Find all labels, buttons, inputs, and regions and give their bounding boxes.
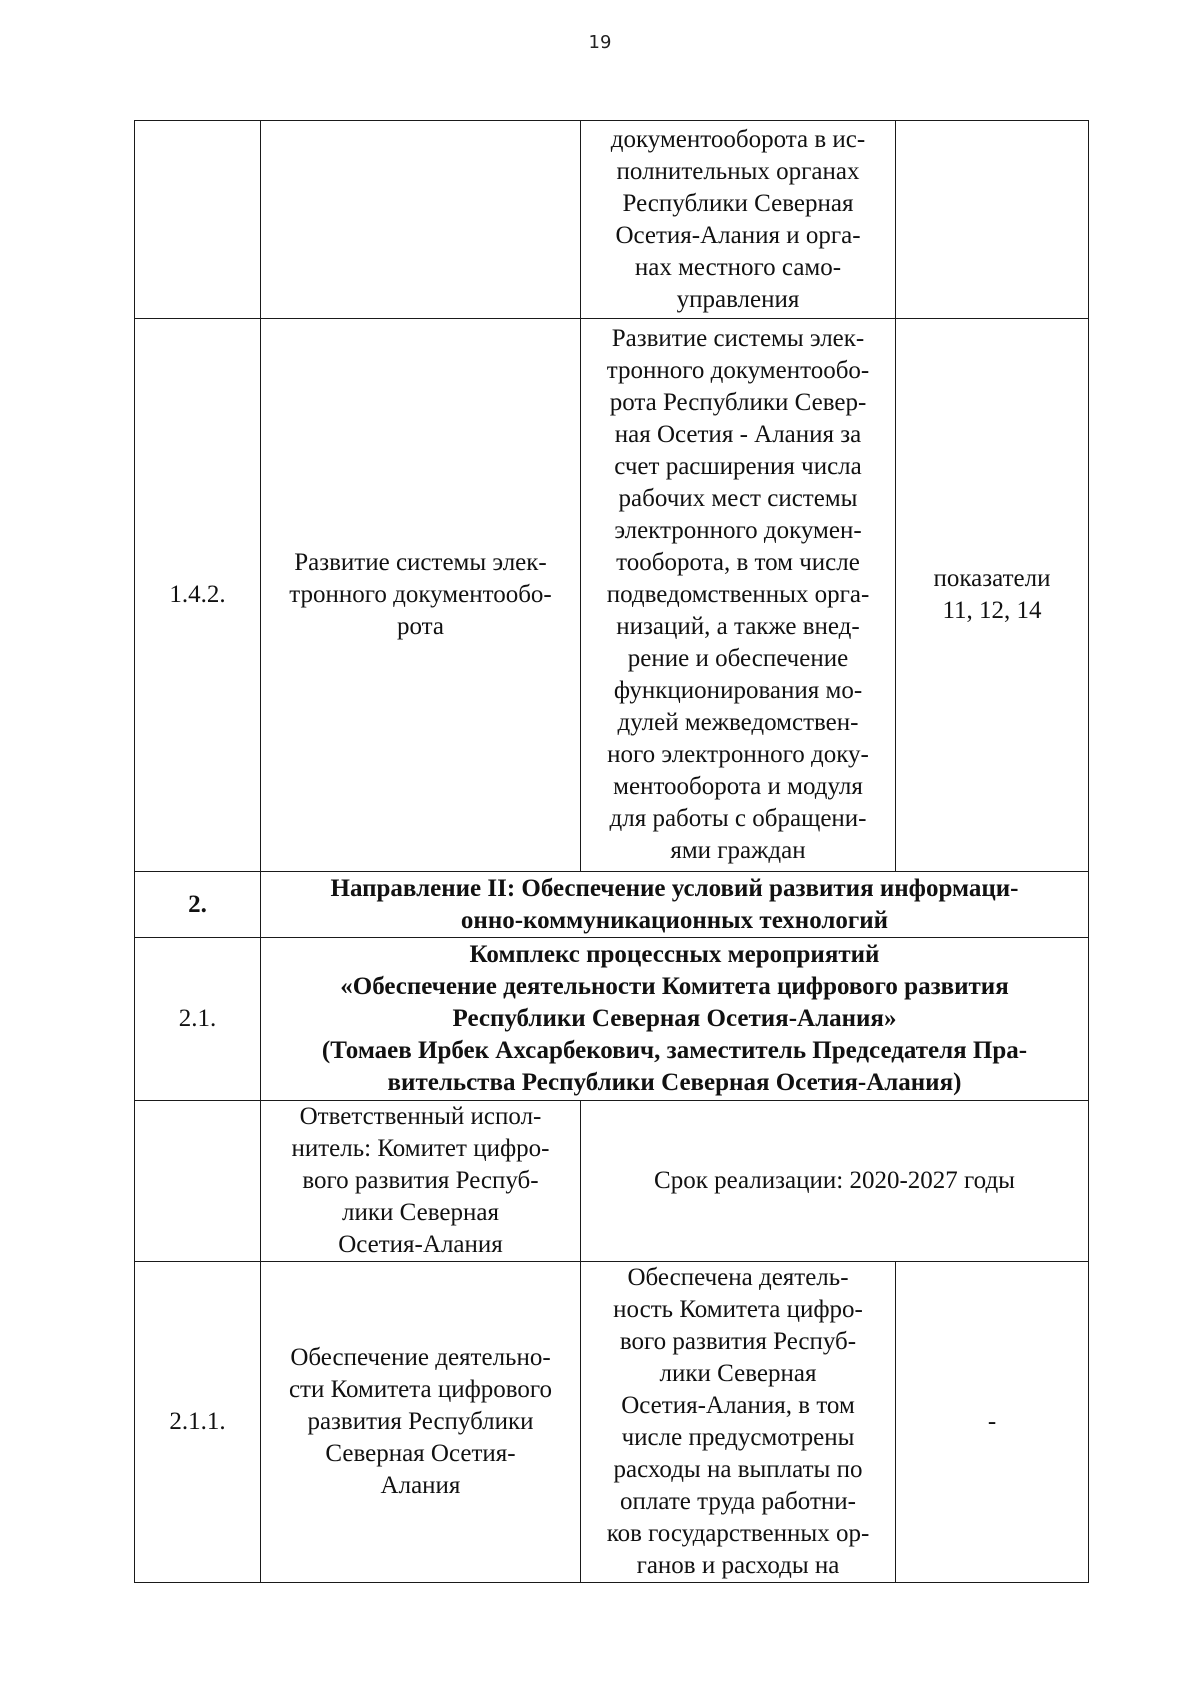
row-number-cell: 2.1.1. [135,1262,261,1583]
direction-title-cell: Направление II: Обеспечение условий развития информаци- онно-коммуникационных технологий [261,872,1089,938]
responsible-cell: Ответственный испол- нитель: Комитет цифро- вого развития Респуб- лики Северная Осетия-Алания [261,1101,581,1262]
row-number-cell: 2.1. [135,938,261,1101]
result-cell: документооборота в ис- полнительных органах Республики Северная Осетия-Алания и орга- нах местного само- управления [581,121,896,319]
table-row [135,938,1089,1101]
table-row [135,1262,1089,1583]
indicators-cell [896,121,1089,319]
page-number: 19 [588,32,612,53]
result-cell: Развитие системы элек- тронного документообо- рота Республики Север- ная Осетия - Алания за счет расширения числа рабочих мест системы электронного докумен- тооборота, в том числе подведомственных орга- низаций, а также внед- рение и обеспечение функционирования мо- дулей межведомствен- ного электронного доку- ментооборота и модуля для работы с обращени- ями граждан [581,319,896,872]
indicators-cell: показатели 11, 12, 14 [896,319,1089,872]
measure-name-cell: Обеспечение деятельно- сти Комитета цифрового развития Республики Северная Осетия- Алания [261,1262,581,1583]
row-number-cell [135,1101,261,1262]
table-row [135,319,1089,872]
measure-name-cell: Развитие системы элек- тронного документообо- рота [261,319,581,872]
table-row [135,1101,1089,1262]
table-row [135,872,1089,938]
measures-table [134,120,1089,1583]
row-number-cell [135,121,261,319]
measure-name-cell [261,121,581,319]
complex-title-cell: Комплекс процессных мероприятий «Обеспечение деятельности Комитета цифрового развития Республики Северная Осетия-Алания» (Томаев Ирбек Ахсарбекович, заместитель Председателя Пра- вительства Республики Северная Осетия-Алания) [261,938,1089,1101]
indicators-cell: - [896,1262,1089,1583]
row-number-cell: 1.4.2. [135,319,261,872]
table-row [135,121,1089,319]
row-number-cell: 2. [135,872,261,938]
term-cell: Срок реализации: 2020-2027 годы [581,1101,1089,1262]
result-cell: Обеспечена деятель- ность Комитета цифро- вого развития Респуб- лики Северная Осетия-Алания, в том числе предусмотрены расходы на выплаты по оплате труда работни- ков государственных ор- ганов и расходы на [581,1262,896,1583]
